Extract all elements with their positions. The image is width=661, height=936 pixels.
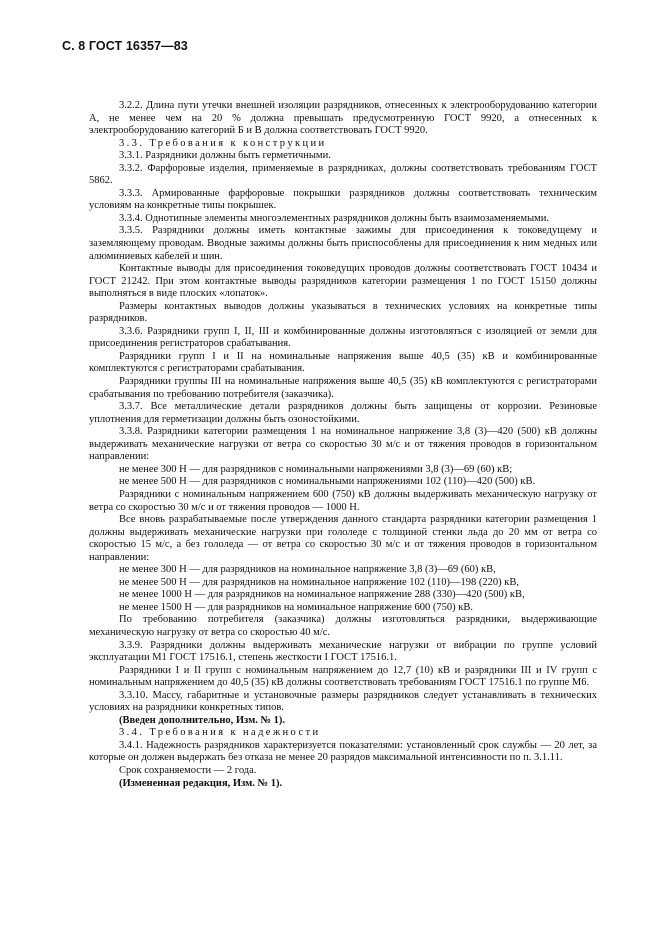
list-item: не менее 300 Н — для разрядников на номинальное напряжение 3,8 (3)—69 (60) кВ, [119,564,496,576]
document-body [89,100,597,790]
clause-3-3-6: 3.3.6. Разрядники групп I, II, III и комбинированные должны изготовляться с изоляцией от земли для присоединения регистраторов срабатывания. [89,325,597,350]
list-item: не менее 1000 Н — для разрядников на номинальное напряжение 288 (330)—420 (500) кВ, [119,589,525,601]
clause-3-2-2: 3.2.2. Длина пути утечки внешней изоляции разрядников, отнесенных к электрооборудованию категории А, не менее чем на 20 % должна превышать предусмотренную ГОСТ 9920, а отнесенных к электрооборудованию категорий Б и В должна соответствовать ГОСТ 9920. [89,100,597,137]
paragraph-terminal-sizes: Размеры контактных выводов должны указываться в технических условиях на конкретные типы разрядников. [89,300,597,325]
paragraph-new-designs: Все вновь разрабатываемые после утверждения данного стандарта разрядники категории размещения 1 должны выдерживать механические нагрузки при гололеде с толщиной стенки льда до 20 мм от ветра со скоростью 15 м/с, а без гололеда — от ветра со скоростью 30 м/с и от тяжения проводов в горизонтальном направлении: [89,514,597,563]
clause-3-3-9: 3.3.9. Разрядники должны выдерживать механические нагрузки от вибрации по группе условий эксплуатации М1 ГОСТ 17516.1, степень жесткости I ГОСТ 17516.1. [89,639,597,664]
page-header: С. 8 ГОСТ 16357—83 [62,39,188,53]
amendment-note: (Введен дополнительно, Изм. № 1). [119,714,286,726]
section-heading-reliability: 3.4. Требования к надежности [119,727,321,739]
clause-3-3-8: 3.3.8. Разрядники категории размещения 1 на номинальное напряжение 3,8 (3)—420 (500) кВ должны выдерживать механические нагрузки от ветра со скоростью 30 м/с и от тяжения проводов в горизонтальном направлении: [89,426,597,463]
clause-3-3-10: 3.3.10. Массу, габаритные и установочные размеры разрядников следует устанавливать в технических условиях на разрядники конкретных типов. [89,689,597,714]
paragraph-customer-request: По требованию потребителя (заказчика) должны изготовляться разрядники, выдерживающие механическую нагрузку от ветра со скоростью 40 м/с. [89,614,597,638]
paragraph-contact-terminals: Контактные выводы для присоединения токоведущих проводов должны соответствовать ГОСТ 10434 и ГОСТ 21242. При этом контактные выводы разрядников категории размещения 1 по ГОСТ 15150 должны выполняться в виде плоских «лопаток». [89,263,597,300]
paragraph-groups-1-2: Разрядники групп I и II на номинальные напряжения выше 40,5 (35) кВ и комбинированные комплектуются с регистраторами срабатывания. [89,350,597,375]
clause-3-3-3: 3.3.3. Армированные фарфоровые покрышки разрядников должны соответствовать техническим условиям на конкретные типы покрышек. [89,187,597,212]
paragraph-group-m6: Разрядники I и II групп с номинальным напряжением до 12,7 (10) кВ и разрядники III и IV групп с номинальным напряжением до 40,5 (35) кВ должны соответствовать требованиям ГОСТ 17516.1 по группе М6. [89,664,597,689]
amendment-note: (Измененная редакция, Изм. № 1). [119,777,283,789]
paragraph-group-3: Разрядники группы III на номинальные напряжения выше 40,5 (35) кВ комплектуются с регистраторами срабатывания по требованию потребителя (заказчика). [89,376,597,400]
list-item: не менее 1500 Н — для разрядников на номинальное напряжение 600 (750) кВ. [119,601,474,613]
clause-3-3-5: 3.3.5. Разрядники должны иметь контактные зажимы для присоединения к токоведущему и заземляющему проводам. Вводные зажимы должны быть приспособлены для присоединения к ним медных или алюминиевых кабелей и шин. [89,225,597,262]
clause-3-3-1: 3.3.1. Разрядники должны быть герметичными. [119,150,331,162]
paragraph-storage-life: Срок сохраняемости — 2 года. [119,764,257,776]
clause-3-3-4: 3.3.4. Однотипные элементы многоэлементных разрядников должны быть взаимозаменяемыми. [119,212,550,224]
clause-3-3-2: 3.3.2. Фарфоровые изделия, применяемые в разрядниках, должны соответствовать требованиям ГОСТ 5862. [89,162,597,187]
list-item: не менее 500 Н — для разрядников на номинальное напряжение 102 (110)—198 (220) кВ, [119,576,519,588]
clause-3-3-7: 3.3.7. Все металлические детали разрядников должны быть защищены от коррозии. Резиновые уплотнения для герметизации должны быть озоностойкими. [89,401,597,425]
section-heading-construction: 3.3. Требования к конструкции [119,137,327,149]
list-item: не менее 500 Н — для разрядников с номинальными напряжениями 102 (110)—420 (500) кВ. [119,476,536,488]
list-item: не менее 300 Н — для разрядников с номинальными напряжениями 3,8 (3)—69 (60) кВ; [119,463,513,475]
clause-3-4-1: 3.4.1. Надежность разрядников характеризуется показателями: установленный срок службы — 20 лет, за которые он должен выдержать без отказа не менее 20 разрядов максимальной интенсивности по п. 3.1.11. [89,739,597,764]
paragraph-600kv: Разрядники с номинальным напряжением 600 (750) кВ должны выдерживать механическую нагрузку от ветра со скоростью 30 м/с и от тяжения проводов — 1000 Н. [89,488,597,513]
